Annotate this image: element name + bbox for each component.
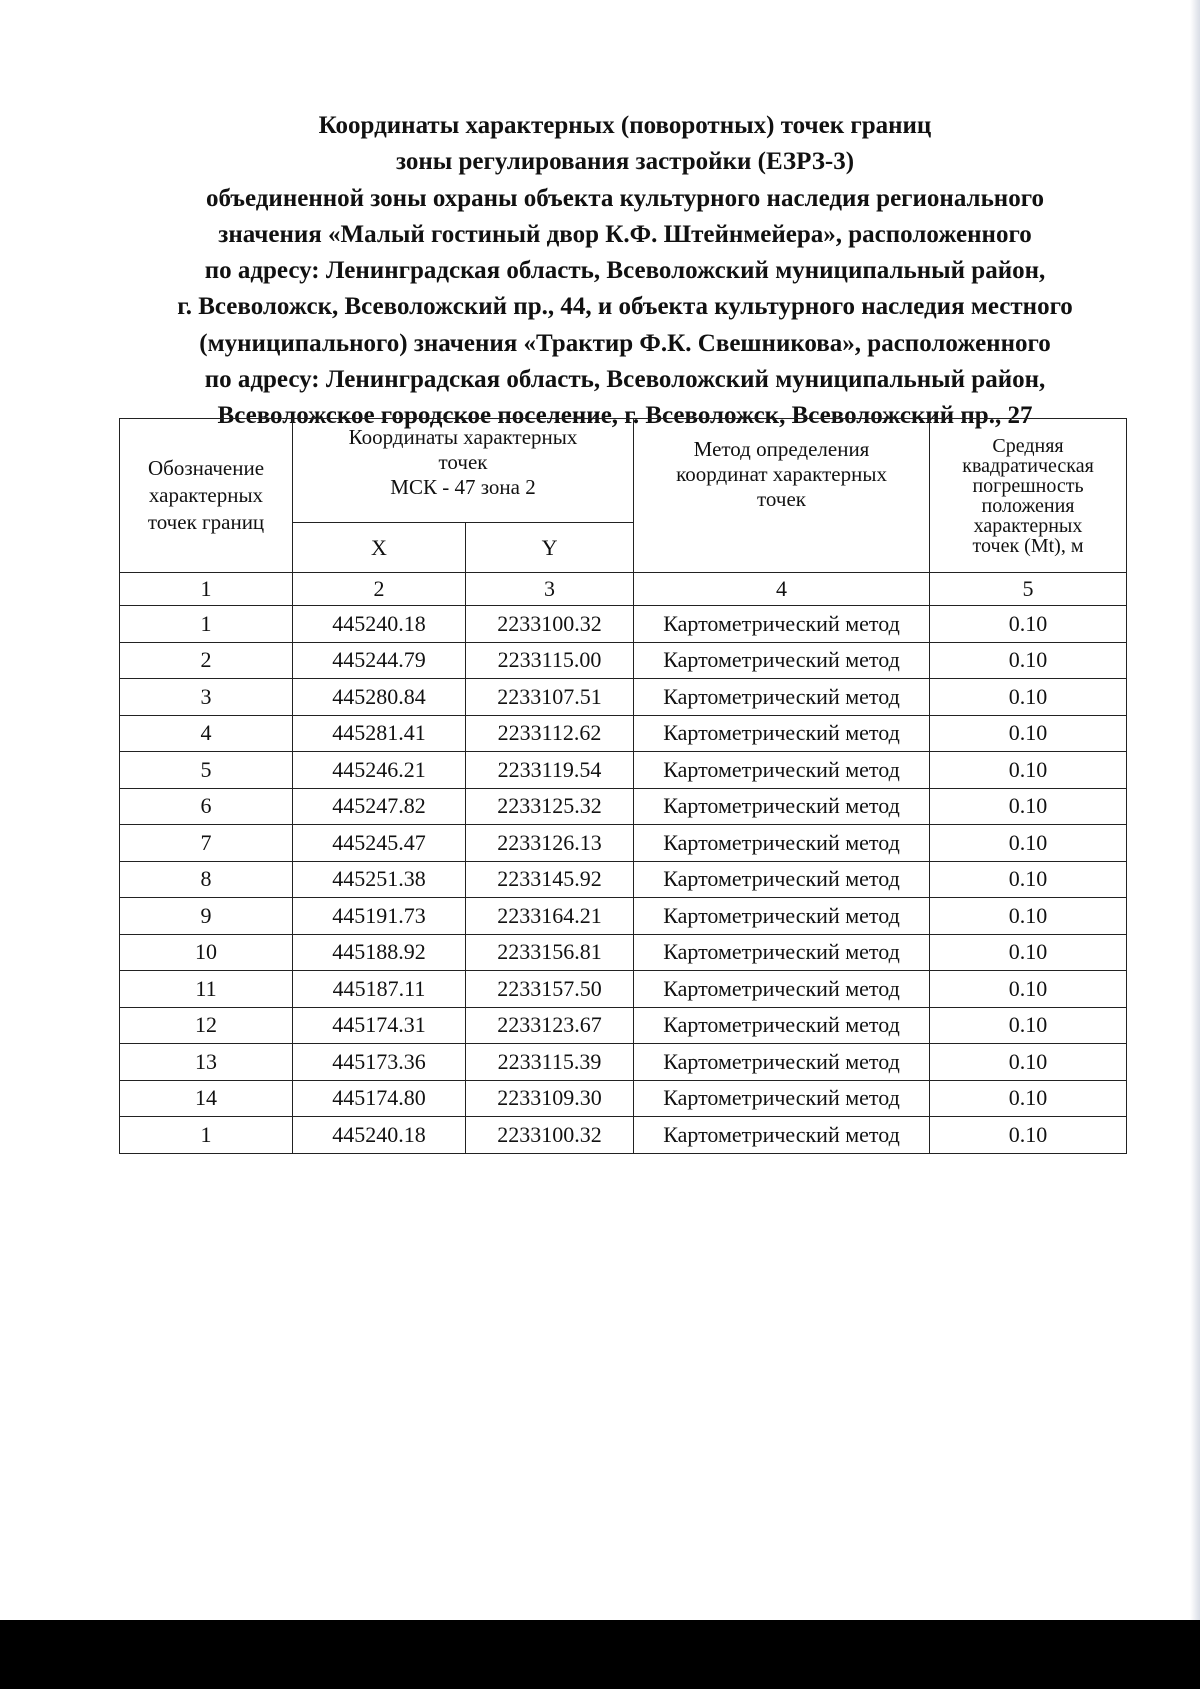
table-row [120, 752, 1127, 789]
title-line: зоны регулирования застройки (ЕЗРЗ-3) [395, 148, 855, 176]
column-number: 2 [293, 573, 466, 606]
y-coordinate: 2233126.13 [466, 825, 634, 862]
y-coordinate: 2233164.21 [466, 898, 634, 935]
table-row [120, 861, 1127, 898]
table-row [120, 1117, 1127, 1154]
x-coordinate: 445247.82 [293, 788, 466, 825]
x-coordinate: 445174.80 [293, 1080, 466, 1117]
table-row [120, 606, 1127, 643]
table-row [120, 898, 1127, 935]
method: Картометрический метод [634, 715, 930, 752]
scan-edge-shadow [1190, 0, 1200, 1620]
x-coordinate: 445188.92 [293, 934, 466, 971]
method: Картометрический метод [634, 752, 930, 789]
y-coordinate: 2233156.81 [466, 934, 634, 971]
y-coordinate: 2233109.30 [466, 1080, 634, 1117]
error-value: 0.10 [930, 825, 1127, 862]
method: Картометрический метод [634, 898, 930, 935]
table-row [120, 825, 1127, 862]
header-method: Метод определения координат характерных точек [634, 419, 930, 573]
error-value: 0.10 [930, 606, 1127, 643]
method: Картометрический метод [634, 971, 930, 1008]
point-number: 3 [120, 679, 293, 716]
title-line: значения «Малый гостиный двор К.Ф. Штейнмейера», расположенного [218, 220, 1032, 248]
title-line: г. Всеволожск, Всеволожский пр., 44, и объекта культурного наследия местного [177, 293, 1073, 321]
column-number: 3 [466, 573, 634, 606]
x-coordinate: 445191.73 [293, 898, 466, 935]
header-mean-square-error: Средняя квадратическая погрешность положения характерных точек (Mt), м [930, 419, 1127, 573]
error-value: 0.10 [930, 715, 1127, 752]
method: Картометрический метод [634, 825, 930, 862]
error-value: 0.10 [930, 642, 1127, 679]
table-row [120, 1080, 1127, 1117]
column-number: 1 [120, 573, 293, 606]
method: Картометрический метод [634, 1044, 930, 1081]
y-coordinate: 2233125.32 [466, 788, 634, 825]
point-number: 13 [120, 1044, 293, 1081]
method: Картометрический метод [634, 1007, 930, 1044]
error-value: 0.10 [930, 934, 1127, 971]
page-title [80, 108, 1170, 435]
method: Картометрический метод [634, 1117, 930, 1154]
error-value: 0.10 [930, 861, 1127, 898]
title-line: по адресу: Ленинградская область, Всеволожский муниципальный район, [204, 366, 1046, 394]
y-coordinate: 2233112.62 [466, 715, 634, 752]
error-value: 0.10 [930, 1117, 1127, 1154]
point-number: 5 [120, 752, 293, 789]
error-value: 0.10 [930, 752, 1127, 789]
error-value: 0.10 [930, 679, 1127, 716]
x-coordinate: 445281.41 [293, 715, 466, 752]
x-coordinate: 445246.21 [293, 752, 466, 789]
y-coordinate: 2233145.92 [466, 861, 634, 898]
y-coordinate: 2233123.67 [466, 1007, 634, 1044]
header-y: Y [466, 523, 634, 573]
error-value: 0.10 [930, 1080, 1127, 1117]
method: Картометрический метод [634, 642, 930, 679]
error-value: 0.10 [930, 898, 1127, 935]
point-number: 14 [120, 1080, 293, 1117]
error-value: 0.10 [930, 1044, 1127, 1081]
x-coordinate: 445173.36 [293, 1044, 466, 1081]
x-coordinate: 445174.31 [293, 1007, 466, 1044]
method: Картометрический метод [634, 1080, 930, 1117]
header-x: X [293, 523, 466, 573]
x-coordinate: 445187.11 [293, 971, 466, 1008]
method: Картометрический метод [634, 861, 930, 898]
point-number: 6 [120, 788, 293, 825]
error-value: 0.10 [930, 1007, 1127, 1044]
scan-black-margin [0, 1620, 1200, 1689]
y-coordinate: 2233115.39 [466, 1044, 634, 1081]
point-number: 2 [120, 642, 293, 679]
table-row [120, 679, 1127, 716]
title-line: объединенной зоны охраны объекта культурного наследия регионального [206, 184, 1044, 212]
x-coordinate: 445240.18 [293, 1117, 466, 1154]
error-value: 0.10 [930, 971, 1127, 1008]
point-number: 1 [120, 606, 293, 643]
table-row [120, 1044, 1127, 1081]
point-number: 10 [120, 934, 293, 971]
table-row [120, 1007, 1127, 1044]
y-coordinate: 2233119.54 [466, 752, 634, 789]
method: Картометрический метод [634, 788, 930, 825]
error-value: 0.10 [930, 788, 1127, 825]
x-coordinate: 445280.84 [293, 679, 466, 716]
point-number: 11 [120, 971, 293, 1008]
y-coordinate: 2233115.00 [466, 642, 634, 679]
point-number: 4 [120, 715, 293, 752]
x-coordinate: 445244.79 [293, 642, 466, 679]
y-coordinate: 2233100.32 [466, 1117, 634, 1154]
table-row [120, 642, 1127, 679]
y-coordinate: 2233100.32 [466, 606, 634, 643]
point-number: 7 [120, 825, 293, 862]
point-number: 1 [120, 1117, 293, 1154]
header-point-designation: Обозначение характерных точек границ [120, 419, 293, 573]
table-row [120, 788, 1127, 825]
table-row [120, 971, 1127, 1008]
column-number: 4 [634, 573, 930, 606]
y-coordinate: 2233157.50 [466, 971, 634, 1008]
table-row [120, 715, 1127, 752]
title-line: Координаты характерных (поворотных) точек границ [318, 112, 932, 139]
table-row [120, 934, 1127, 971]
method: Картометрический метод [634, 606, 930, 643]
column-number-row [120, 573, 1127, 606]
point-number: 12 [120, 1007, 293, 1044]
point-number: 9 [120, 898, 293, 935]
column-number: 5 [930, 573, 1127, 606]
y-coordinate: 2233107.51 [466, 679, 634, 716]
x-coordinate: 445245.47 [293, 825, 466, 862]
title-line: по адресу: Ленинградская область, Всеволожский муниципальный район, [204, 257, 1046, 285]
header-coordinates: Координаты характерных точек МСК - 47 зона 2 [293, 419, 634, 523]
method: Картометрический метод [634, 934, 930, 971]
title-line: Всеволожское городское поселение, г. Всеволожск, Всеволожский пр., 27 [217, 402, 1033, 430]
x-coordinate: 445240.18 [293, 606, 466, 643]
coordinates-table [119, 418, 1127, 1154]
point-number: 8 [120, 861, 293, 898]
method: Картометрический метод [634, 679, 930, 716]
title-line: (муниципального) значения «Трактир Ф.К. Свешникова», расположенного [199, 329, 1051, 357]
x-coordinate: 445251.38 [293, 861, 466, 898]
